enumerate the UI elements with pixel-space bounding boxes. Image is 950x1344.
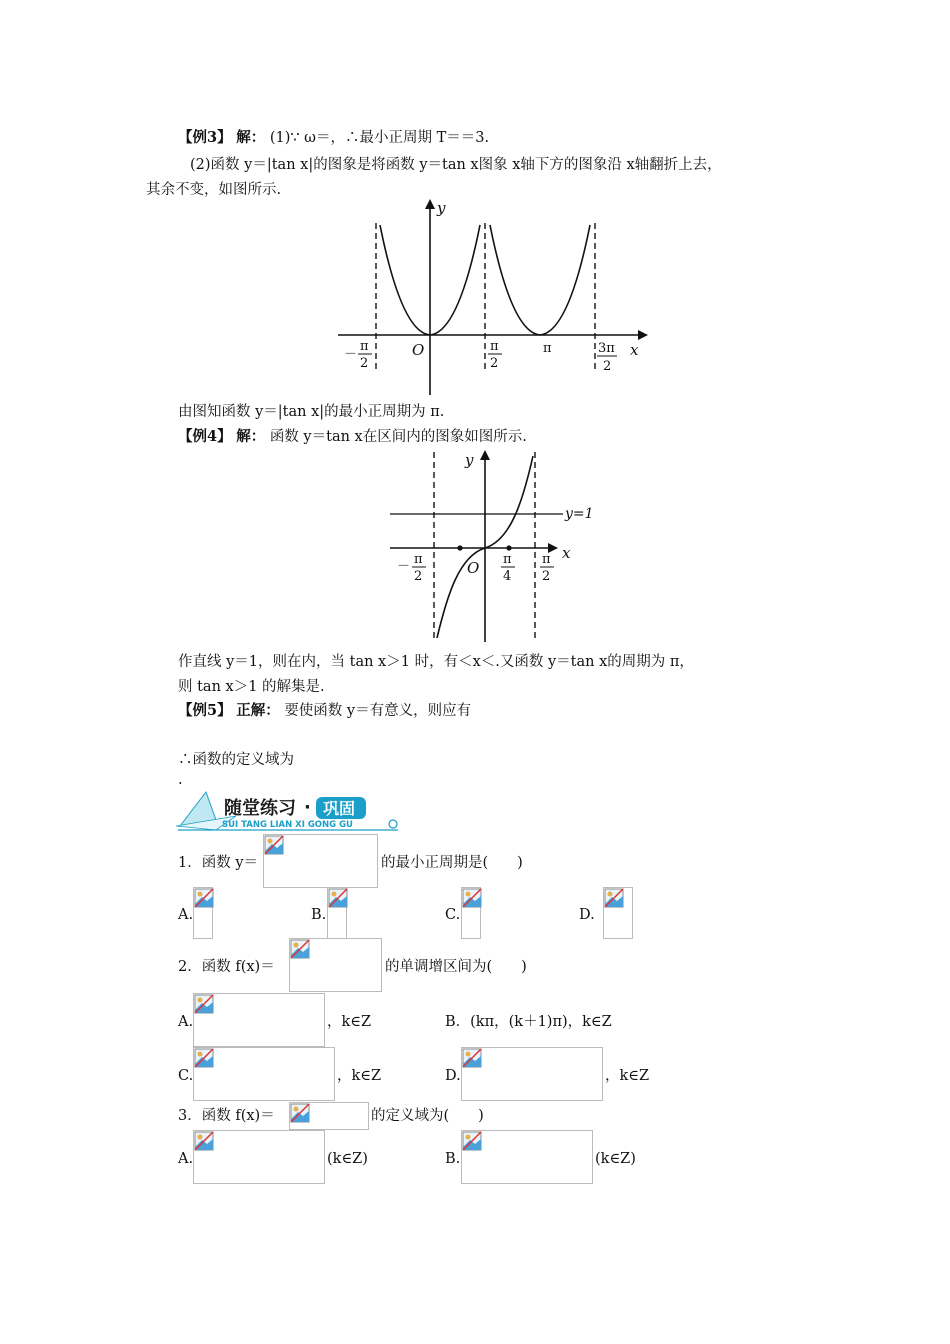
point-quarter-pi <box>506 545 511 550</box>
ex5-text: 要使函数 y＝有意义，则应有 <box>284 703 472 719</box>
q1-opt-b: B. <box>311 907 327 923</box>
q1-opt-a-image <box>193 887 213 939</box>
q1-suffix: 的最小正周期是( ) <box>381 855 523 871</box>
y-axis-arrow <box>425 199 435 209</box>
q2-formula-image <box>289 938 382 992</box>
broken-image-icon <box>604 888 624 908</box>
q2-opt-c-tail: ，k∈Z <box>337 1068 382 1084</box>
ex3-solve: 解： <box>236 129 266 146</box>
q3-opt-a-image <box>193 1130 325 1184</box>
broken-image-icon <box>194 1131 214 1151</box>
q1-opt-d-image <box>603 887 633 939</box>
tan-graph <box>385 446 600 646</box>
q2-opt-d: D. <box>445 1068 461 1084</box>
q1-opt-a: A. <box>178 907 194 923</box>
banner-subtitle: SUI TANG LIAN XI GONG GU <box>222 820 353 830</box>
tick-neg-sign-2: － <box>397 559 411 574</box>
q3-suffix: 的定义域为( ) <box>371 1108 484 1124</box>
q2-prefix: 2．函数 f(x)＝ <box>178 959 275 975</box>
tick-half-pi-num: π <box>490 339 499 354</box>
ex5-dot: . <box>178 772 183 788</box>
x-axis-arrow <box>638 330 648 340</box>
banner-title2: 巩固 <box>323 799 356 818</box>
broken-image-icon <box>194 1048 214 1068</box>
q3-opt-b: B. <box>445 1151 461 1167</box>
q3-opt-b-tail: (k∈Z) <box>595 1151 636 1167</box>
broken-image-icon <box>194 888 214 908</box>
q1-prefix: 1．函数 y＝ <box>178 855 259 871</box>
ex5-label: 【例5】 <box>178 702 232 719</box>
banner-title: 随堂练习 <box>224 798 296 819</box>
tick-half-pi-den: 2 <box>490 356 499 371</box>
q2-opt-c-image <box>193 1047 335 1101</box>
broken-image-icon <box>328 888 348 908</box>
tick-neg-half-pi-den: 2 <box>360 356 369 371</box>
ex3-line3: 其余不变，如图所示. <box>146 182 282 198</box>
tick-neg-sign: － <box>344 347 358 362</box>
q2-opt-a-tail: ，k∈Z <box>327 1014 372 1030</box>
q2-opt-a-image <box>193 993 325 1047</box>
tick-neg-half-pi-num: π <box>360 339 369 354</box>
q3-prefix: 3．函数 f(x)＝ <box>178 1108 275 1124</box>
q3-opt-b-image <box>461 1130 593 1184</box>
q2-opt-c: C. <box>178 1068 194 1084</box>
y-axis-arrow-2 <box>480 450 490 460</box>
ex4-solve: 解： <box>236 428 266 445</box>
q3-opt-a-tail: (k∈Z) <box>327 1151 368 1167</box>
q3-formula-image <box>289 1102 369 1130</box>
q2-opt-d-image <box>461 1047 603 1101</box>
ex3-conclusion: 由图知函数 y＝|tan x|的最小正周期为 π. <box>178 404 445 420</box>
abs-tan-graph <box>330 195 660 405</box>
tick-neg-half-pi-den-2: 2 <box>414 569 423 584</box>
y-label: y <box>437 199 446 217</box>
broken-image-icon <box>194 994 214 1014</box>
line-y1-label: y=1 <box>565 506 594 522</box>
ex4-line <box>178 427 527 447</box>
ex5-line <box>178 701 471 721</box>
q1-opt-c-image <box>461 887 481 939</box>
q3-opt-a: A. <box>178 1151 194 1167</box>
ex3-line2: (2)函数 y＝|tan x|的图象是将函数 y＝tan x图象 x轴下方的图象沿 x轴翻折上去， <box>190 157 722 173</box>
ex4-text: 函数 y＝tan x在区间内的图象如图所示. <box>269 429 527 445</box>
q2-opt-a: A. <box>178 1014 194 1030</box>
ex4-conclusion-2: 则 tan x＞1 的解集是. <box>178 679 325 695</box>
tick-quarter-pi-num: π <box>503 552 512 567</box>
tick-3half-pi-num: 3π <box>598 341 615 356</box>
banner-dot: · <box>304 797 311 818</box>
curve-2 <box>490 225 590 335</box>
tick-neg-half-pi-num-2: π <box>414 552 423 567</box>
ex3-line1 <box>178 128 489 148</box>
q1-opt-c: C. <box>445 907 461 923</box>
ex4-label: 【例4】 <box>178 428 232 445</box>
tick-3half-pi-den: 2 <box>603 359 612 374</box>
broken-image-icon <box>462 888 482 908</box>
q2-opt-d-tail: ，k∈Z <box>605 1068 650 1084</box>
origin-label: O <box>412 341 425 359</box>
ex3-label: 【例3】 <box>178 129 232 146</box>
broken-image-icon <box>290 1103 310 1123</box>
broken-image-icon <box>264 835 284 855</box>
ex5-domain: ∴函数的定义域为 <box>178 752 294 768</box>
ex4-conclusion-1: 作直线 y＝1，则在内，当 tan x＞1 时，有＜x＜.又函数 y＝tan x的周期为 π， <box>178 654 694 670</box>
origin-label-2: O <box>467 559 480 577</box>
x-label: x <box>630 341 639 359</box>
broken-image-icon <box>462 1048 482 1068</box>
tick-quarter-pi-den: 4 <box>503 569 512 584</box>
practice-banner <box>176 786 402 836</box>
q2-suffix: 的单调增区间为( ) <box>385 959 527 975</box>
broken-image-icon <box>462 1131 482 1151</box>
q1-opt-d: D. <box>579 907 595 923</box>
q1-opt-b-image <box>327 887 347 939</box>
ex3-text1: (1)∵ ω＝，∴最小正周期 T＝＝3. <box>269 130 490 146</box>
q1-formula-image <box>263 834 378 888</box>
tick-pi: π <box>543 341 552 356</box>
q2-opt-b: B．(kπ，(k＋1)π)，k∈Z <box>445 1014 612 1030</box>
point-neg-quarter-pi <box>457 545 462 550</box>
y-label-2: y <box>465 451 474 469</box>
ex5-solve: 正解： <box>236 702 280 719</box>
tick-half-pi-num-2: π <box>542 552 551 567</box>
tick-half-pi-den-2: 2 <box>542 569 551 584</box>
broken-image-icon <box>290 939 310 959</box>
x-label-2: x <box>562 544 571 562</box>
